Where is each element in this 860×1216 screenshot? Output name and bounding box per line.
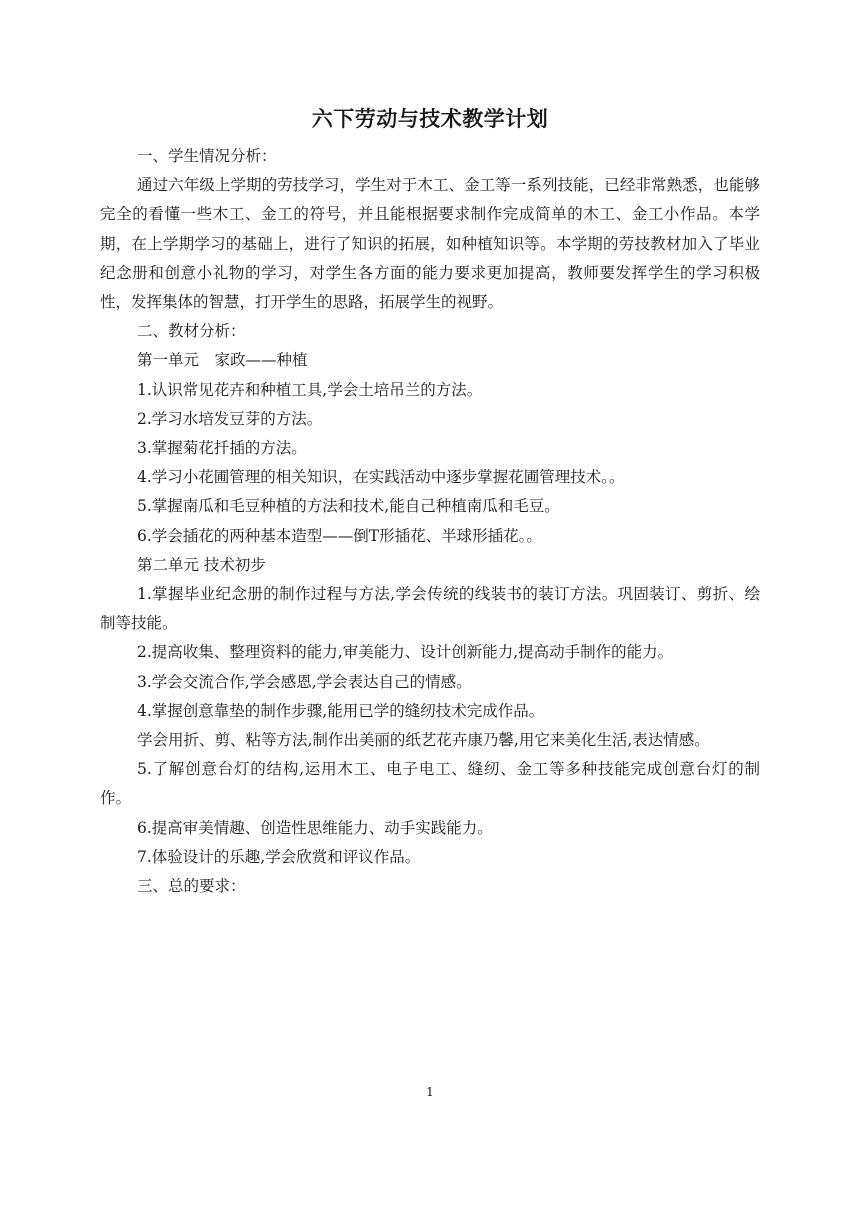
student-analysis-paragraph: 通过六年级上学期的劳技学习，学生对于木工、金工等一系列技能，已经非常熟悉，也能够完全的看懂一些木工、金工的符号，并且能根据要求制作完成简单的木工、金工小作品。本学期，在上学期学习的基础上，进行了知识的拓展，如种植知识等。本学期的劳技教材加入了毕业纪念册和创意小礼物的学习，对学生各方面的能力要求更加提高，教师要发挥学生的学习积极性，发挥集体的智慧，打开学生的思路，拓展学生的视野。	[100, 176, 760, 312]
unit-2-item-5: 5.了解创意台灯的结构,运用木工、电子电工、缝纫、金工等多种技能完成创意台灯的制作。	[100, 760, 760, 808]
unit-2-item-1: 1.掌握毕业纪念册的制作过程与方法,学会传统的线装书的装订方法。巩固装订、剪折、绘制等技能。	[100, 585, 760, 633]
unit-1-item-5: 5.掌握南瓜和毛豆种植的方法和技术,能自己种植南瓜和毛豆。	[137, 497, 560, 516]
unit-2-note: 学会用折、剪、粘等方法,制作出美丽的纸艺花卉康乃馨,用它来美化生活,表达情感。	[137, 731, 710, 750]
section-heading-general-requirements: 三、总的要求：	[137, 877, 246, 896]
document-title: 六下劳动与技术教学计划	[311, 106, 549, 131]
unit-2-item-7: 7.体验设计的乐趣,学会欣赏和评议作品。	[137, 847, 421, 866]
page-number: 1	[426, 1085, 434, 1099]
unit-1-item-1: 1.认识常见花卉和种植工具,学会土培吊兰的方法。	[137, 380, 483, 399]
section-heading-textbook-analysis: 二、教材分析：	[137, 322, 246, 341]
unit-2-item-6: 6.提高审美情趣、创造性思维能力、动手实践能力。	[137, 818, 493, 837]
unit-1-heading: 第一单元 家政——种植	[137, 351, 308, 370]
unit-2-item-3: 3.学会交流合作,学会感恩,学会表达自己的情感。	[137, 672, 472, 691]
unit-2-heading: 第二单元 技术初步	[137, 555, 266, 574]
unit-1-item-2: 2.学习水培发豆芽的方法。	[137, 409, 323, 428]
unit-1-item-6: 6.学会插花的两种基本造型——倒T形插花、半球形插花。。	[137, 526, 542, 545]
document-body	[100, 142, 760, 901]
unit-1-item-3: 3.掌握菊花扦插的方法。	[137, 439, 307, 458]
unit-2-item-2: 2.提高收集、整理资料的能力,审美能力、设计创新能力,提高动手制作的能力。	[137, 643, 674, 662]
section-heading-student-analysis: 一、学生情况分析：	[137, 147, 277, 165]
unit-2-item-4: 4.掌握创意靠垫的制作步骤,能用已学的缝纫技术完成作品。	[137, 701, 545, 720]
unit-1-item-4: 4.学习小花圃管理的相关知识，在实践活动中逐步掌握花圃管理技术。。	[137, 468, 625, 487]
